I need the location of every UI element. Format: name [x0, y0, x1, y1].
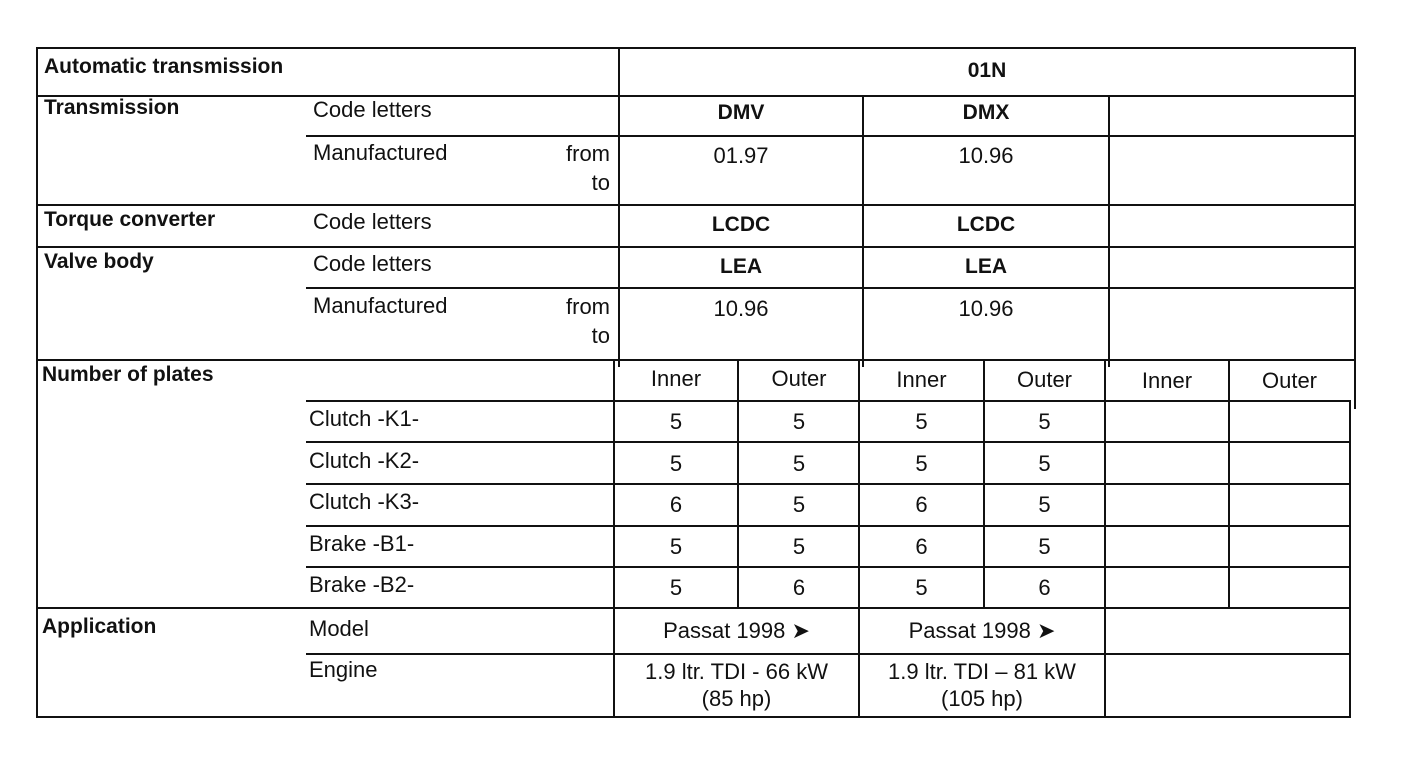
torque-code-2: LCDC [956, 213, 1016, 236]
plates-outer-1: Outer [771, 366, 827, 391]
plate-value: 5 [915, 451, 928, 476]
rule [1354, 47, 1356, 409]
rule [36, 716, 1349, 718]
transmission-code-2: DMX [962, 101, 1010, 124]
plate-value: 5 [792, 534, 806, 559]
plate-value: 5 [792, 409, 806, 434]
plate-row-label: Brake -B1- [309, 531, 415, 556]
plate-value: 6 [669, 492, 683, 517]
application-model-2: Passat 1998 ➤ [908, 618, 1056, 643]
valve-code-label: Code letters [313, 251, 432, 276]
plate-value: 5 [669, 409, 683, 434]
rule [306, 441, 1351, 443]
rule [306, 483, 1351, 485]
application-engine-label: Engine [309, 657, 378, 682]
valve-from-label: from [566, 294, 610, 319]
rule [737, 359, 739, 609]
torque-code-1: LCDC [711, 213, 771, 236]
plate-value: 6 [792, 575, 806, 600]
plate-value: 5 [1038, 409, 1051, 434]
valve-heading: Valve body [44, 250, 154, 273]
rule [1108, 95, 1110, 367]
torque-heading: Torque converter [44, 208, 216, 231]
valve-from-2: 10.96 [958, 296, 1014, 321]
rule [983, 359, 985, 609]
transmission-heading: Transmission [44, 96, 180, 119]
plate-row-label: Clutch -K2- [309, 448, 420, 473]
valve-code-2: LEA [965, 255, 1007, 278]
application-engine-1-line2: (85 hp) [701, 686, 772, 711]
plate-value: 5 [1038, 492, 1051, 517]
plates-outer-2: Outer [1016, 367, 1073, 392]
valve-mfg-label: Manufactured [313, 293, 448, 318]
rule [1349, 402, 1351, 718]
rule [306, 566, 1351, 568]
rule [306, 653, 1351, 655]
plate-value: 5 [1038, 534, 1051, 559]
plate-value: 6 [915, 534, 928, 559]
rule [36, 359, 1356, 361]
valve-to-label: to [591, 323, 610, 348]
application-heading: Application [42, 615, 157, 638]
plate-value: 5 [1038, 451, 1051, 476]
plate-value: 5 [669, 534, 683, 559]
torque-code-label: Code letters [313, 209, 432, 234]
application-model-label: Model [309, 616, 369, 641]
plate-value: 5 [669, 575, 683, 600]
valve-code-1: LEA [720, 255, 762, 278]
rule [36, 607, 1351, 609]
header-label: Automatic transmission [44, 55, 284, 78]
plate-value: 6 [915, 492, 928, 517]
transmission-from-2: 10.96 [958, 143, 1014, 168]
rule [36, 95, 1356, 97]
rule [1228, 359, 1230, 609]
plates-outer-3: Outer [1261, 368, 1318, 393]
plates-inner-1: Inner [650, 366, 702, 391]
transmission-code-label: Code letters [313, 97, 432, 122]
transmission-mfg-label: Manufactured [313, 140, 448, 165]
rule [36, 204, 1356, 206]
rule [306, 400, 1351, 402]
plate-value: 5 [792, 451, 806, 476]
plates-inner-2: Inner [896, 367, 947, 392]
transmission-from-1: 01.97 [713, 143, 769, 168]
plate-value: 6 [1038, 575, 1051, 600]
rule [306, 287, 1356, 289]
rule [306, 135, 1356, 137]
plates-inner-3: Inner [1141, 368, 1193, 393]
transmission-code-1: DMV [717, 101, 765, 124]
plate-row-label: Brake -B2- [309, 572, 415, 597]
plate-value: 5 [792, 492, 806, 517]
plate-value: 5 [915, 575, 928, 600]
application-model-1: Passat 1998 ➤ [663, 618, 810, 643]
plate-value: 5 [915, 409, 928, 434]
application-engine-2-line1: 1.9 ltr. TDI – 81 kW [888, 659, 1076, 684]
rule [36, 47, 38, 718]
plates-heading: Number of plates [42, 363, 214, 386]
rule [1104, 359, 1106, 718]
plate-row-label: Clutch -K1- [309, 406, 420, 431]
transmission-to-label: to [591, 170, 610, 195]
transmission-from-label: from [566, 141, 610, 166]
valve-from-1: 10.96 [713, 296, 769, 321]
rule [36, 47, 1356, 49]
header-code: 01N [967, 59, 1007, 82]
rule [36, 246, 1356, 248]
plate-row-label: Clutch -K3- [309, 489, 420, 514]
plate-value: 5 [669, 451, 683, 476]
rule [306, 525, 1351, 527]
application-engine-2-line2: (105 hp) [941, 686, 1023, 711]
application-engine-1-line1: 1.9 ltr. TDI - 66 kW [645, 659, 828, 684]
